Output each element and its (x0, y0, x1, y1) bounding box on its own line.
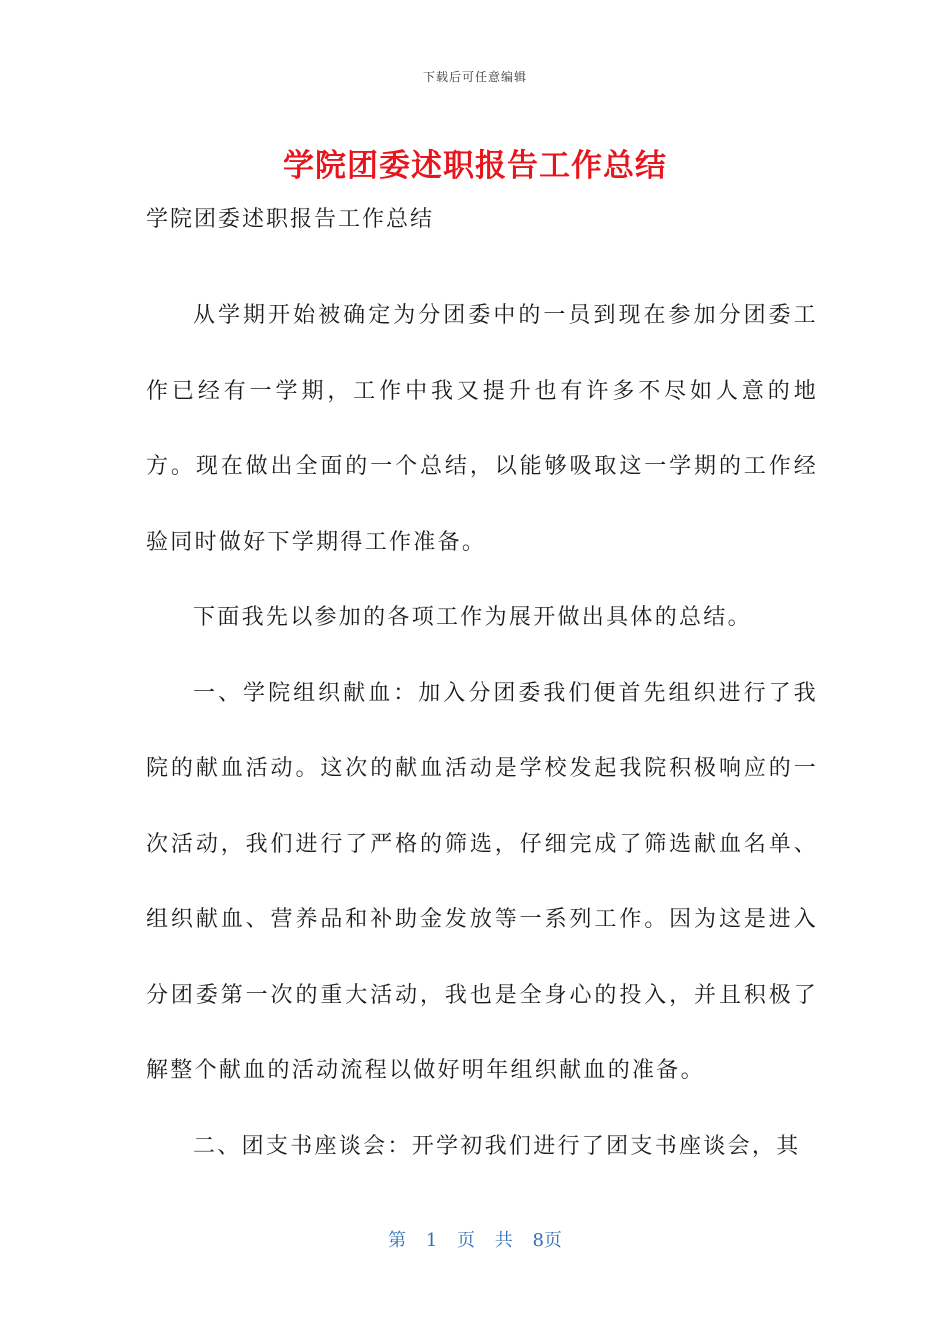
paragraph: 一、学院组织献血：加入分团委我们便首先组织进行了我院的献血活动。这次的献血活动是学校发起我院积极响应的一次活动，我们进行了严格的筛选，仔细完成了筛选献血名单、组织献血、营养品和补助金发放等一系列工作。因为这是进入分团委第一次的重大活动，我也是全身心的投入，并且积极了解整个献血的活动流程以做好明年组织献血的准备。 (146, 680, 818, 1083)
footer-total-prefix: 共 (494, 1230, 513, 1251)
paragraph: 二、团支书座谈会：开学初我们进行了团支书座谈会，其 (193, 1133, 801, 1159)
footer-middle: 页 (457, 1230, 475, 1251)
footer-prefix: 第 (388, 1230, 407, 1251)
paragraph: 从学期开始被确定为分团委中的一员到现在参加分团委工作已经有一学期，工作中我又提升也有许多不尽如人意的地方。现在做出全面的一个总结，以能够吸取这一学期的工作经验同时做好下学期得工作准备。 (146, 303, 818, 555)
document-subtitle: 学院团委述职报告工作总结 (146, 207, 435, 232)
document-body (146, 278, 818, 1184)
document-title: 学院团委述职报告工作总结 (283, 148, 667, 184)
page-footer (0, 1226, 950, 1252)
footer-total-pages: 8页 (532, 1230, 562, 1251)
footer-page-number: 1 (425, 1230, 438, 1251)
paragraph: 下面我先以参加的各项工作为展开做出具体的总结。 (193, 605, 752, 630)
header-note: 下载后可任意编辑 (422, 70, 527, 84)
